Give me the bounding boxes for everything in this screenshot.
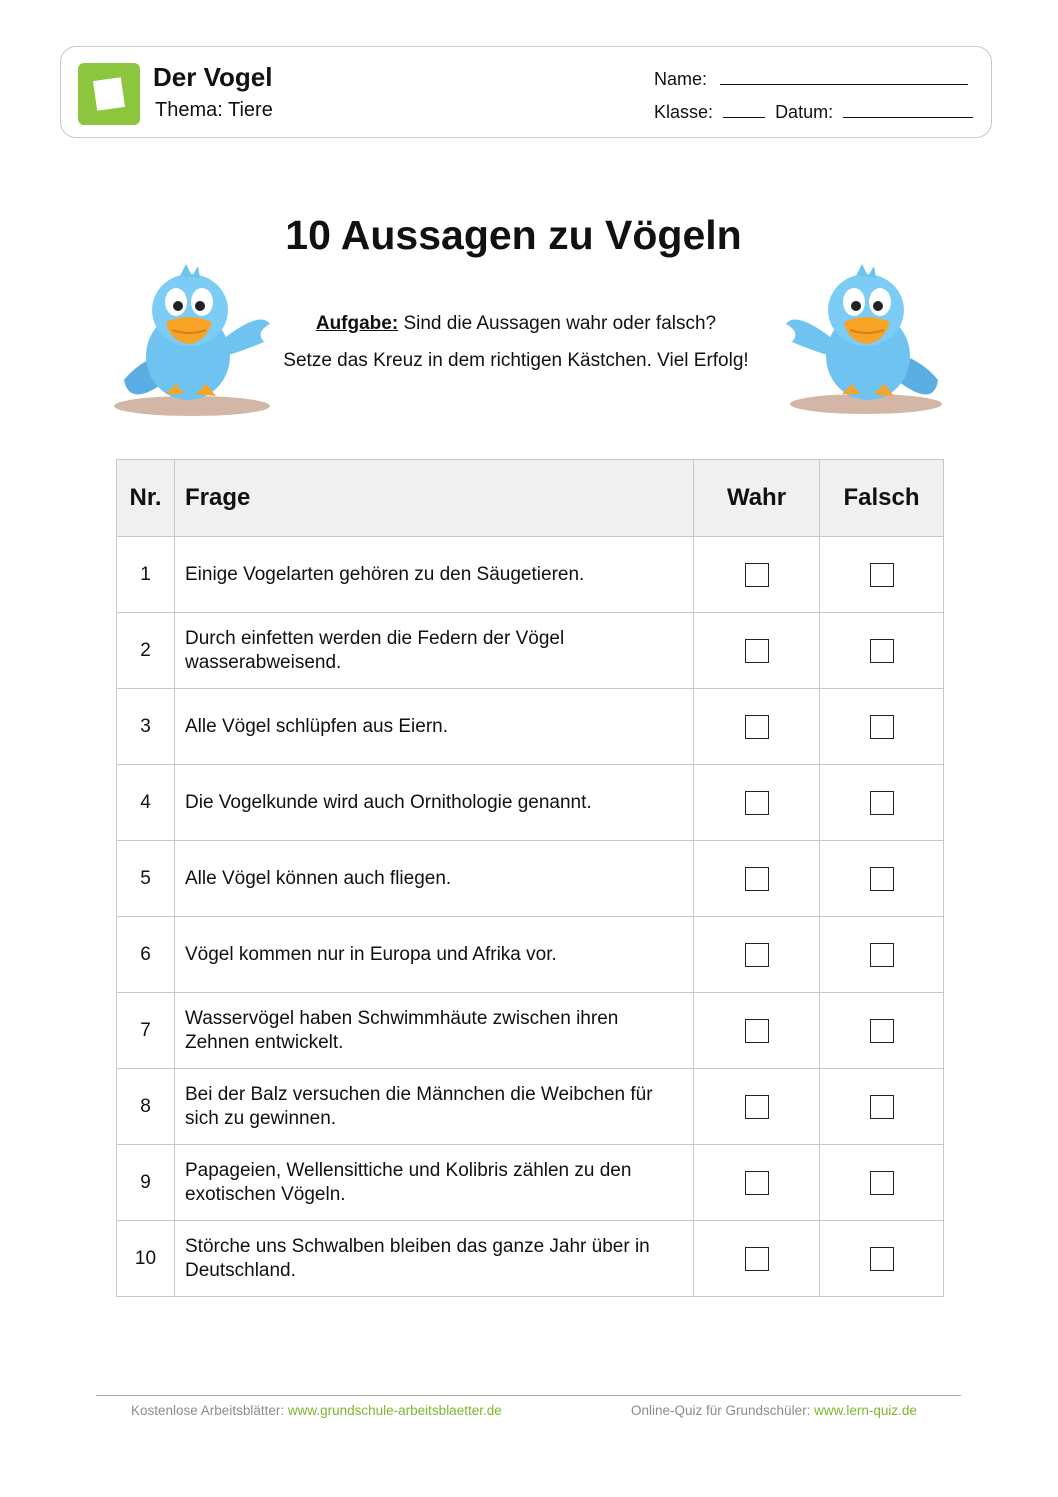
footer-left [131,1403,502,1418]
class-date-line [654,102,973,123]
row-number: 6 [117,917,175,993]
worksheet-header [60,46,992,138]
bird-illustration-right [784,260,949,420]
table-row [117,537,944,613]
task-instruction-line-2: Setze das Kreuz in dem richtigen Kästchen. Viel Erfolg! [283,350,749,371]
worksheet-logo-icon [78,63,140,125]
footer-worksheets-link[interactable]: www.grundschule-arbeitsblaetter.de [287,1403,502,1418]
table-row [117,1069,944,1145]
column-header-frage: Frage [175,460,694,537]
table-row [117,1145,944,1221]
falsch-checkbox[interactable] [870,1247,894,1271]
wahr-checkbox[interactable] [745,1171,769,1195]
question-text: Vögel kommen nur in Europa und Afrika vor. [175,917,694,993]
table-row [117,841,944,917]
footer-right-text: Online-Quiz für Grundschüler: [631,1403,811,1418]
row-number: 9 [117,1145,175,1221]
task-text-1: Sind die Aussagen wahr oder falsch? [403,313,717,334]
falsch-checkbox[interactable] [870,1171,894,1195]
wahr-checkbox[interactable] [745,1019,769,1043]
table-row [117,1221,944,1297]
footer-right [631,1403,917,1418]
table-row [117,613,944,689]
klasse-field[interactable] [723,103,765,118]
footer-quiz-link[interactable]: www.lern-quiz.de [814,1403,917,1418]
datum-field[interactable] [843,103,973,118]
row-number: 1 [117,537,175,613]
question-text: Alle Vögel können auch fliegen. [175,841,694,917]
task-label: Aufgabe: [315,313,399,334]
table-row [117,917,944,993]
column-header-wahr: Wahr [694,460,820,537]
question-text: Bei der Balz versuchen die Männchen die Weibchen für sich zu gewinnen. [175,1069,694,1145]
question-text: Störche uns Schwalben bleiben das ganze Jahr über in Deutschland. [175,1221,694,1297]
wahr-checkbox[interactable] [745,791,769,815]
row-number: 4 [117,765,175,841]
wahr-checkbox[interactable] [745,867,769,891]
wahr-checkbox[interactable] [745,639,769,663]
falsch-checkbox[interactable] [870,791,894,815]
question-text: Einige Vogelarten gehören zu den Säugetieren. [175,537,694,613]
question-text: Durch einfetten werden die Federn der Vögel wasserabweisend. [175,613,694,689]
column-header-nr: Nr. [117,460,175,537]
wahr-checkbox[interactable] [745,715,769,739]
bird-illustration-left [110,260,275,420]
wahr-checkbox[interactable] [745,1247,769,1271]
falsch-checkbox[interactable] [870,563,894,587]
wahr-checkbox[interactable] [745,1095,769,1119]
row-number: 5 [117,841,175,917]
row-number: 10 [117,1221,175,1297]
quiz-table-body [117,537,944,1297]
row-number: 7 [117,993,175,1069]
falsch-checkbox[interactable] [870,943,894,967]
table-row [117,689,944,765]
question-text: Wasservögel haben Schwimmhäute zwischen ihren Zehnen entwickelt. [175,993,694,1069]
row-number: 3 [117,689,175,765]
column-header-falsch: Falsch [820,460,944,537]
falsch-checkbox[interactable] [870,1095,894,1119]
question-text: Papageien, Wellensittiche und Kolibris zählen zu den exotischen Vögeln. [175,1145,694,1221]
question-text: Die Vogelkunde wird auch Ornithologie genannt. [175,765,694,841]
table-header-row [117,460,944,537]
question-text: Alle Vögel schlüpfen aus Eiern. [175,689,694,765]
table-row [117,765,944,841]
name-label: Name: [654,69,708,89]
footer-left-text: Kostenlose Arbeitsblätter: [131,1403,285,1418]
falsch-checkbox[interactable] [870,715,894,739]
datum-label: Datum: [775,102,834,122]
worksheet-title: Der Vogel [153,62,273,92]
page-title: 10 Aussagen zu Vögeln [285,212,742,258]
wahr-checkbox[interactable] [745,943,769,967]
falsch-checkbox[interactable] [870,639,894,663]
table-row [117,993,944,1069]
falsch-checkbox[interactable] [870,1019,894,1043]
footer-divider [96,1395,961,1396]
falsch-checkbox[interactable] [870,867,894,891]
worksheet-topic: Thema: Tiere [155,99,273,121]
wahr-checkbox[interactable] [745,563,769,587]
row-number: 2 [117,613,175,689]
name-line [654,69,968,90]
klasse-label: Klasse: [654,102,714,122]
name-field[interactable] [720,70,968,85]
quiz-table [116,459,944,1297]
row-number: 8 [117,1069,175,1145]
